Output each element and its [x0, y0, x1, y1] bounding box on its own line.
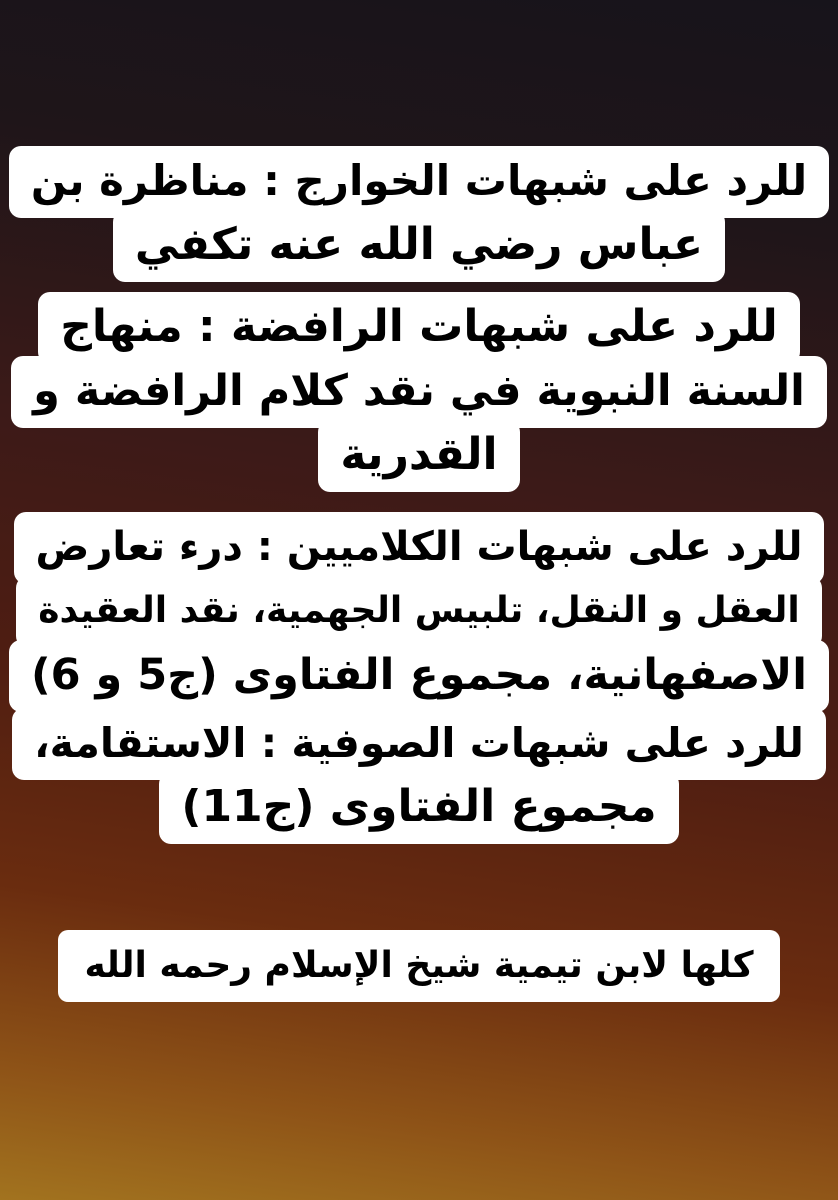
caption-line: للرد على شبهات الرافضة : منهاج [38, 292, 800, 364]
caption-line: مجموع الفتاوى (ج11) [159, 772, 678, 844]
caption-line: للرد على شبهات الصوفية : الاستقامة، [12, 708, 826, 780]
caption-line: العقل و النقل، تلبيس الجهمية، نقد العقيدة [16, 576, 822, 648]
caption-kalam [0, 512, 838, 712]
caption-line: عباس رضي الله عنه تكفي [113, 210, 725, 282]
caption-line: للرد على شبهات الخوارج : مناظرة بن [9, 146, 829, 218]
caption-line: السنة النبوية في نقد كلام الرافضة و [11, 356, 827, 428]
caption-line: القدرية [318, 420, 519, 492]
caption-attribution [0, 930, 838, 1002]
caption-line: الاصفهانية، مجموع الفتاوى (ج5 و 6) [9, 640, 829, 712]
caption-kharijites [0, 146, 838, 282]
caption-line: كلها لابن تيمية شيخ الإسلام رحمه الله [58, 930, 779, 1002]
caption-line: للرد على شبهات الكلاميين : درء تعارض [14, 512, 825, 584]
caption-rafida [0, 292, 838, 492]
caption-sufism [0, 708, 838, 844]
